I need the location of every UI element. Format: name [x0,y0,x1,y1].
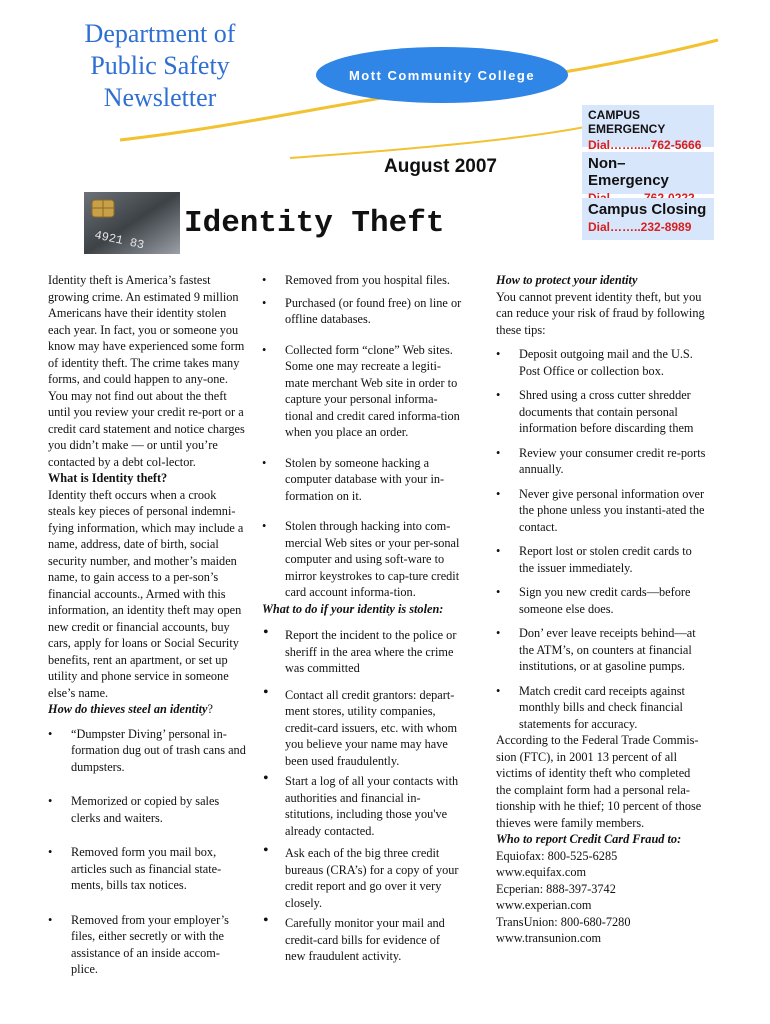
title-line: Public Safety [90,51,230,80]
how-heading-q: ? [207,702,213,716]
title-line: Newsletter [103,83,217,112]
credit-card-image [84,192,180,254]
list-item: • Match credit card receipts against monthly bills and check financial statements for accuracy. [496,683,706,733]
bureau-url: www.equifax.com [496,865,587,879]
list-item: • Start a log of all your contacts with authorities and financial in-stitutions, including those you've already contacted. [262,773,462,839]
protect-intro: You cannot prevent identity theft, but you can reduce your risk of fraud by following these tips: [496,289,705,337]
list-item: • Purchased (or found free) on line or offline databases. [262,295,462,328]
list-item: • Removed from you hospital files. [262,272,462,289]
stolen-list [262,627,462,965]
list-item: • Sign you new credit cards—before someone else does. [496,584,706,617]
bureau-phone: Ecperian: 888-397-3742 [496,881,616,896]
how-heading-text: How do thieves steel an identity [48,702,208,716]
list-item: • Stolen through hacking into com-mercial Web sites or your per-sonal computer and using soft-ware to mirror keystrokes to cap-ture credit card account informa-tion. [262,518,462,601]
bureau-phone: TransUnion: 800-680-7280 [496,914,631,929]
list-item: • Carefully monitor your mail and credit-card bills for evidence of new fraudulent activity. [262,915,462,965]
bureau-url: www.experian.com [496,898,592,912]
what-body: Identity theft occurs when a crook steals key pieces of personal indemni-fying information, which may include a name, address, date of birth, social security number, and mother’s maiden name, to gain access to a per-son’s financial accounts., Armed with this information, an identity theft may open new credit or financial accounts, buy cars, apply for loans or Social Security benefits, rent an apartment, or set up utility and phone service in someone else’s name. [48,487,244,700]
contact-label: Campus Closing [588,201,707,218]
column-3 [496,272,706,947]
list-item: • Memorized or copied by sales clerks and waiters. [48,793,246,826]
title-line: Department of [84,19,236,48]
list-item: • Deposit outgoing mail and the U.S. Post Office or collection box. [496,346,706,379]
campus-closing-box [582,198,714,240]
bureau-phone: Equiofax: 800-525-6285 [496,848,618,863]
how-list-continued [262,272,462,601]
tips-list [496,346,706,732]
list-item: • Collected form “clone” Web sites. Some one may recreate a legiti-mate merchant Web site in order to capture your personal informa-tional and credit cared informa-tion when you place an order. [262,342,462,441]
list-item: • Shred using a cross cutter shredder documents that contain personal information before discarding them [496,387,706,437]
report-heading: Who to report Credit Card Fraud to: [496,832,682,846]
bureau-url: www.transunion.com [496,931,602,945]
list-item: • Contact all credit grantors: depart-ment stores, utility companies, credit-card issuers, etc. with whom you believe your name may have been used fraudulently. [262,687,462,770]
contact-label: CAMPUS EMERGENCY [588,108,666,136]
list-item: • Never give personal information over the phone unless you instanti-ated the contact. [496,486,706,536]
list-item: • Removed form you mail box, articles such as financial state-ments, bills tax notices. [48,844,246,894]
contact-label: Non– Emergency [588,155,669,189]
list-item: • Don’ ever leave receipts behind—at the ATM’s, on counters at financial institutions, or at gasoline pumps. [496,625,706,675]
list-item: • Stolen by someone hacking a computer database with your in-formation on it. [262,455,462,505]
non-emergency-box [582,152,714,194]
ftc-paragraph: According to the Federal Trade Commis-sion (FTC), in 2001 13 percent of all victims of identity theft who completed the complaint form had a personal rela-tionship with he thief; 10 percent of those thieves were family members. [496,733,702,830]
what-heading: What is Identity theft? [48,471,168,485]
list-item: • Ask each of the big three credit bureaus (CRA’s) for a copy of your credit report and go over it very closely. [262,845,462,911]
list-item: • “Dumpster Diving’ personal in-formation dug out of trash cans and dumpsters. [48,726,246,776]
column-1 [48,272,246,978]
intro-paragraph: Identity theft is America’s fastest growing crime. An estimated 9 million Americans have their identity stolen each year. In fact, you or someone you know may have experienced some form of identity theft. The crime takes many forms, and could happen to any-one. You may not find out about the theft until you review your credit re-port or a credit card statement and notice charges you didn’t make — or until you’re contacted by a debt col-lector. [48,273,245,469]
list-item: • Removed from your employer’s files, either secretly or with the assistance of an inside accom-plice. [48,912,246,978]
list-item: • Report the incident to the police or sheriff in the area where the crime was committed [262,627,462,677]
contact-number: Dial……..232-8989 [588,220,692,234]
issue-date: August 2007 [384,156,497,177]
headline: Identity Theft [184,206,445,241]
how-heading [48,701,246,718]
list-item: • Review your consumer credit re-ports annually. [496,445,706,478]
column-2 [262,272,462,965]
protect-heading: How to protect your identity [496,273,638,287]
college-banner: Mott Community College [316,47,568,103]
svg-text:4921 83: 4921 83 [93,228,146,253]
how-list [48,726,246,978]
contact-number: Dial…….....762-5666 [588,138,702,152]
stolen-heading: What to do if your identity is stolen: [262,601,444,616]
campus-emergency-box [582,105,714,152]
list-item: • Report lost or stolen credit cards to the issuer immediately. [496,543,706,576]
